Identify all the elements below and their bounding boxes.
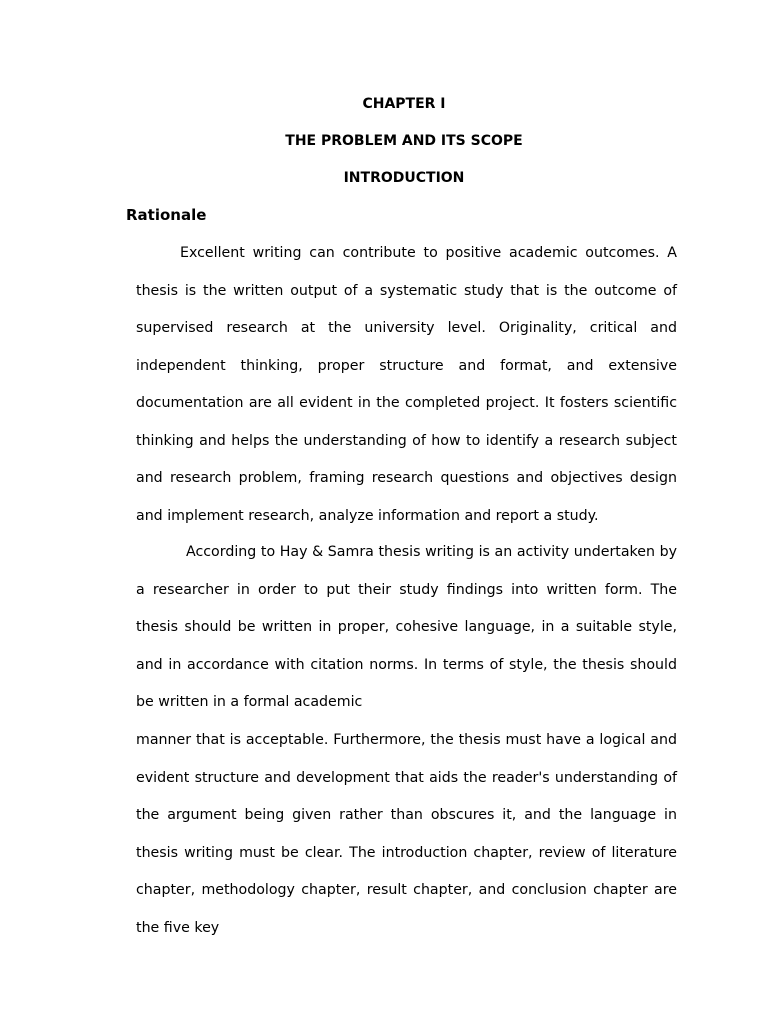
- introduction-heading: INTRODUCTION: [343, 170, 465, 186]
- paragraph-3: manner that is acceptable. Furthermore, the thesis must have a logical and evident structure and development that aids the reader's understanding of the argument being given rather than obscures it, and the language in thesis writing must be clear. The introduction chapter, review of literature chapter, methodology chapter, result chapter, and conclusion chapter are the five key: [136, 732, 677, 936]
- paragraph-2-block: [136, 534, 677, 722]
- paragraph-1-block: [136, 235, 677, 535]
- chapter-heading: CHAPTER I: [362, 96, 446, 112]
- paragraph-2: According to Hay & Samra thesis writing is an activity undertaken by a researcher in order to put their study findings into written form. The thesis should be written in proper, cohesive language, in a suitable style, and in accordance with citation norms. In terms of style, the thesis should be written in a formal academic: [136, 544, 677, 710]
- chapter-title: THE PROBLEM AND ITS SCOPE: [285, 133, 523, 149]
- section-title-rationale: Rationale: [126, 206, 207, 224]
- paragraph-1: Excellent writing can contribute to positive academic outcomes. A thesis is the written output of a systematic study that is the outcome of supervised research at the university level. Originality, critical and independent thinking, proper structure and format, and extensive documentation are all evident in the completed project. It fosters scientific thinking and helps the understanding of how to identify a research subject and research problem, framing research questions and objectives design and implement research, analyze information and report a study.: [136, 245, 677, 524]
- paragraph-3-block: [136, 722, 677, 947]
